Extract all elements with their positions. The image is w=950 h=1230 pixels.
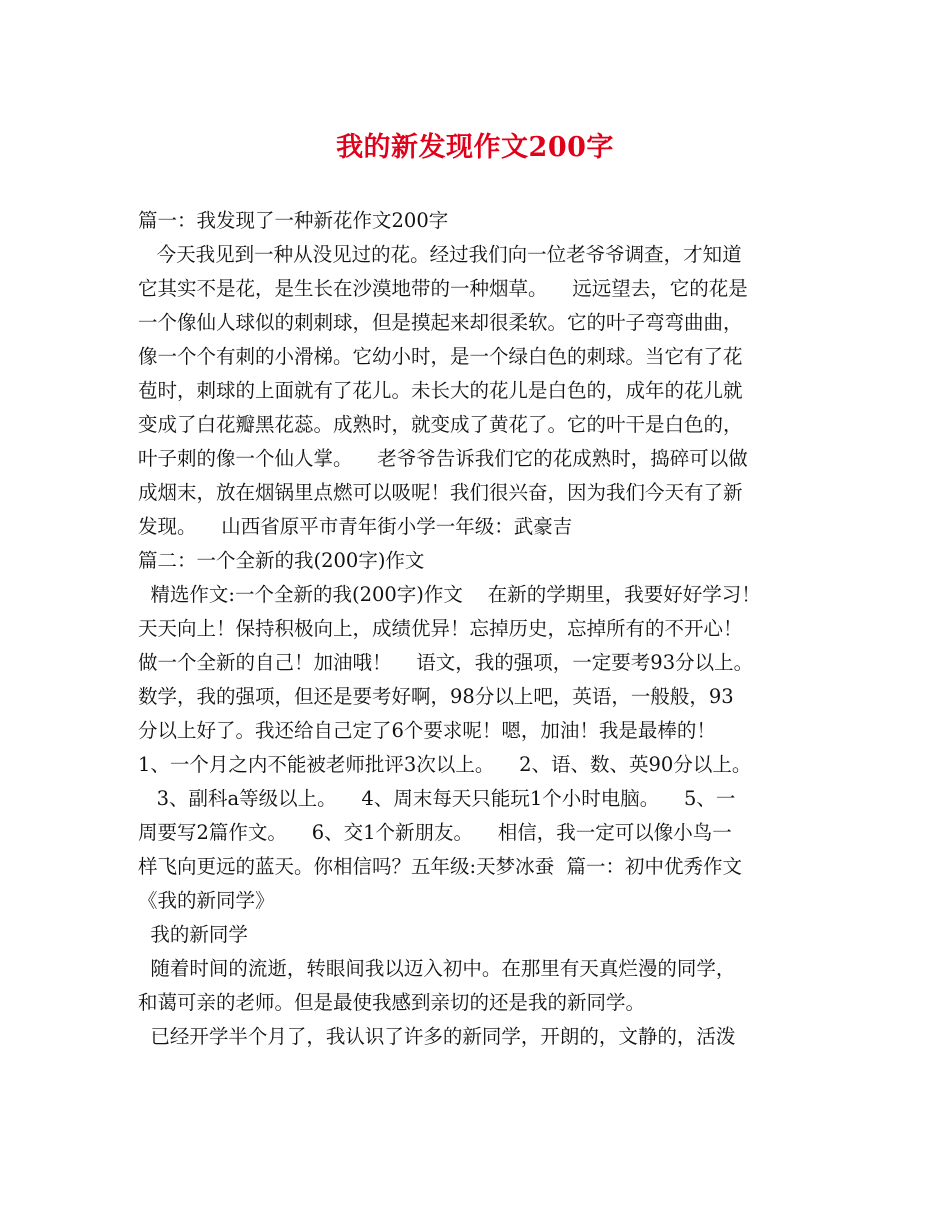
- text-line: 随着时间的流逝，转眼间我以迈入初中。在那里有天真烂漫的同学，: [138, 957, 736, 980]
- text-line: 变成了白花瓣黑花蕊。成熟时，就变成了黄花了。它的叶干是白色的，: [138, 413, 743, 436]
- text-line: 做一个全新的自己！加油哦！ 语文，我的强项，一定要考93分以上。: [138, 651, 754, 674]
- text-line: 叶子刺的像一个仙人掌。 老爷爷告诉我们它的花成熟时，捣碎可以做: [138, 447, 748, 470]
- text-line: 篇一：我发现了一种新花作文200字: [138, 209, 449, 232]
- text-line: 《我的新同学》: [138, 889, 275, 912]
- text-line: 它其实不是花，是生长在沙漠地带的一种烟草。 远远望去，它的花是: [138, 277, 748, 300]
- text-line: 分以上好了。我还给自己定了6个要求呢！嗯，加油！我是最棒的！: [138, 719, 716, 742]
- text-line: 苞时，刺球的上面就有了花儿。未长大的花儿是白色的，成年的花儿就: [138, 379, 743, 402]
- text-line: 篇二：一个全新的我(200字)作文: [138, 549, 425, 572]
- text-line: 天天向上！保持积极向上，成绩优异！忘掉历史，忘掉所有的不开心！: [138, 617, 743, 640]
- text-line: 像一个个有刺的小滑梯。它幼小时，是一个绿白色的刺球。当它有了花: [138, 345, 743, 368]
- text-line: 我的新同学: [138, 923, 248, 946]
- text-line: 已经开学半个月了，我认识了许多的新同学，开朗的，文静的，活泼: [138, 1025, 736, 1048]
- text-line: 今天我见到一种从没见过的花。经过我们向一位老爷爷调查，才知道: [138, 243, 742, 266]
- document-title: 我的新发现作文200字: [336, 132, 614, 163]
- text-line: 3、副科a等级以上。 4、周末每天只能玩1个小时电脑。 5、一: [138, 787, 736, 810]
- text-line: 成烟末，放在烟锅里点燃可以吸呢！我们很兴奋，因为我们今天有了新: [138, 481, 743, 504]
- text-line: 样飞向更远的蓝天。你相信吗？五年级:天梦冰蚕 篇一：初中优秀作文: [138, 855, 742, 878]
- text-line: 发现。 山西省原平市青年街小学一年级：武豪吉: [138, 515, 573, 538]
- text-line: 周要写2篇作文。 6、交1个新朋友。 相信，我一定可以像小鸟一: [138, 821, 732, 844]
- text-line: 数学，我的强项，但还是要考好啊，98分以上吧，英语，一般般，93: [138, 685, 734, 708]
- text-line: 一个像仙人球似的刺刺球，但是摸起来却很柔软。它的叶子弯弯曲曲，: [138, 311, 743, 334]
- text-line: 精选作文:一个全新的我(200字)作文 在新的学期里，我要好好学习！: [138, 583, 761, 606]
- text-line: 1、一个月之内不能被老师批评3次以上。 2、语、数、英90分以上。: [138, 753, 752, 776]
- text-line: 和蔼可亲的老师。但是最使我感到亲切的还是我的新同学。: [138, 991, 646, 1014]
